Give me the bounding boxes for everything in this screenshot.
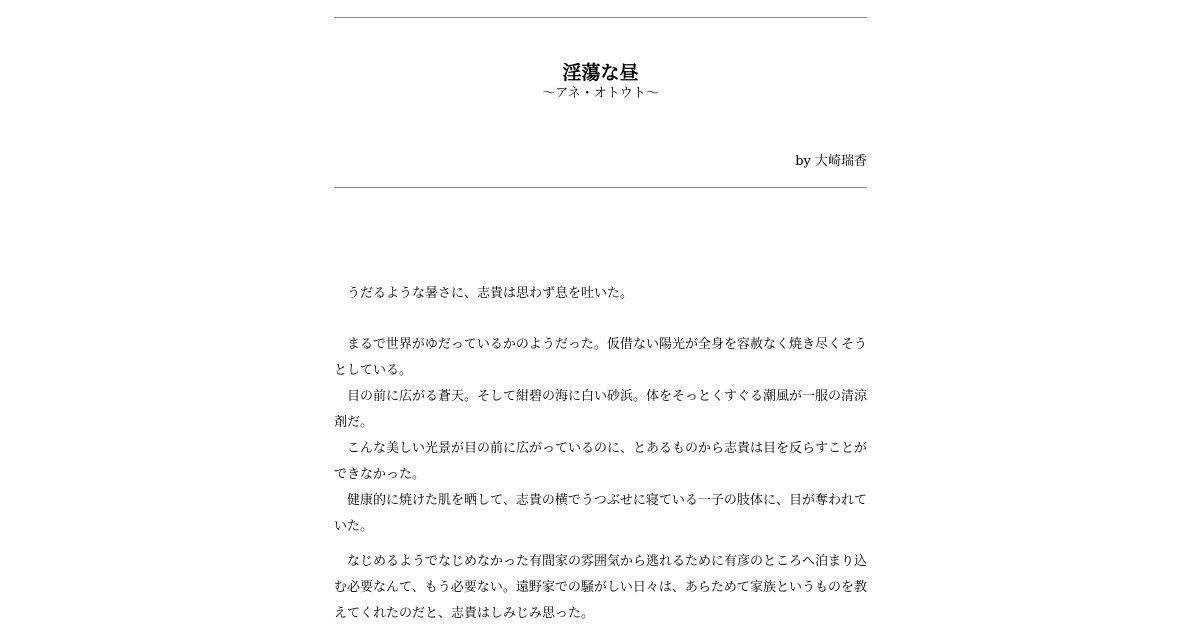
document-page: [334, 0, 867, 630]
author-byline: by 大崎瑞香: [795, 154, 867, 169]
story-paragraph: こんな美しい光景が目の前に広がっているのに、とあるものから志貴は目を反らすことができなかった。: [334, 441, 868, 482]
paragraph-spacer: [334, 540, 867, 549]
story-paragraph: 健康的に焼けた肌を晒して、志貴の横でうつぶせに寝ている一子の肢体に、目が奪われていた。: [334, 493, 867, 534]
document-title: 淫蕩な昼: [562, 62, 639, 84]
header-bottom-rule: [334, 187, 867, 188]
story-paragraph: うだるような暑さに、志貴は思わず息を吐いた。: [347, 286, 634, 301]
story-paragraph: 目の前に広がる蒼天。そして紺碧の海に白い砂浜。体をそっとくすぐる潮風が一服の清涼剤だ。: [334, 389, 868, 430]
header-top-rule: [334, 17, 867, 18]
story-body: [334, 281, 867, 627]
document-subtitle: ～アネ・オトウト～: [542, 86, 659, 101]
story-paragraph: なじめるようでなじめなかった有間家の雰囲気から逃れるために有彦のところへ泊まり込む必要なんて、もう必要ない。遠野家での騒がしい日々は、あらためて家族というものを教えてくれたのだと、志貴はしみじみ思った。: [334, 554, 868, 621]
story-paragraph: まるで世界がゆだっているかのようだった。仮借ない陽光が全身を容赦なく焼き尽くそうとしている。: [334, 337, 867, 378]
paragraph-spacer: [334, 307, 867, 332]
